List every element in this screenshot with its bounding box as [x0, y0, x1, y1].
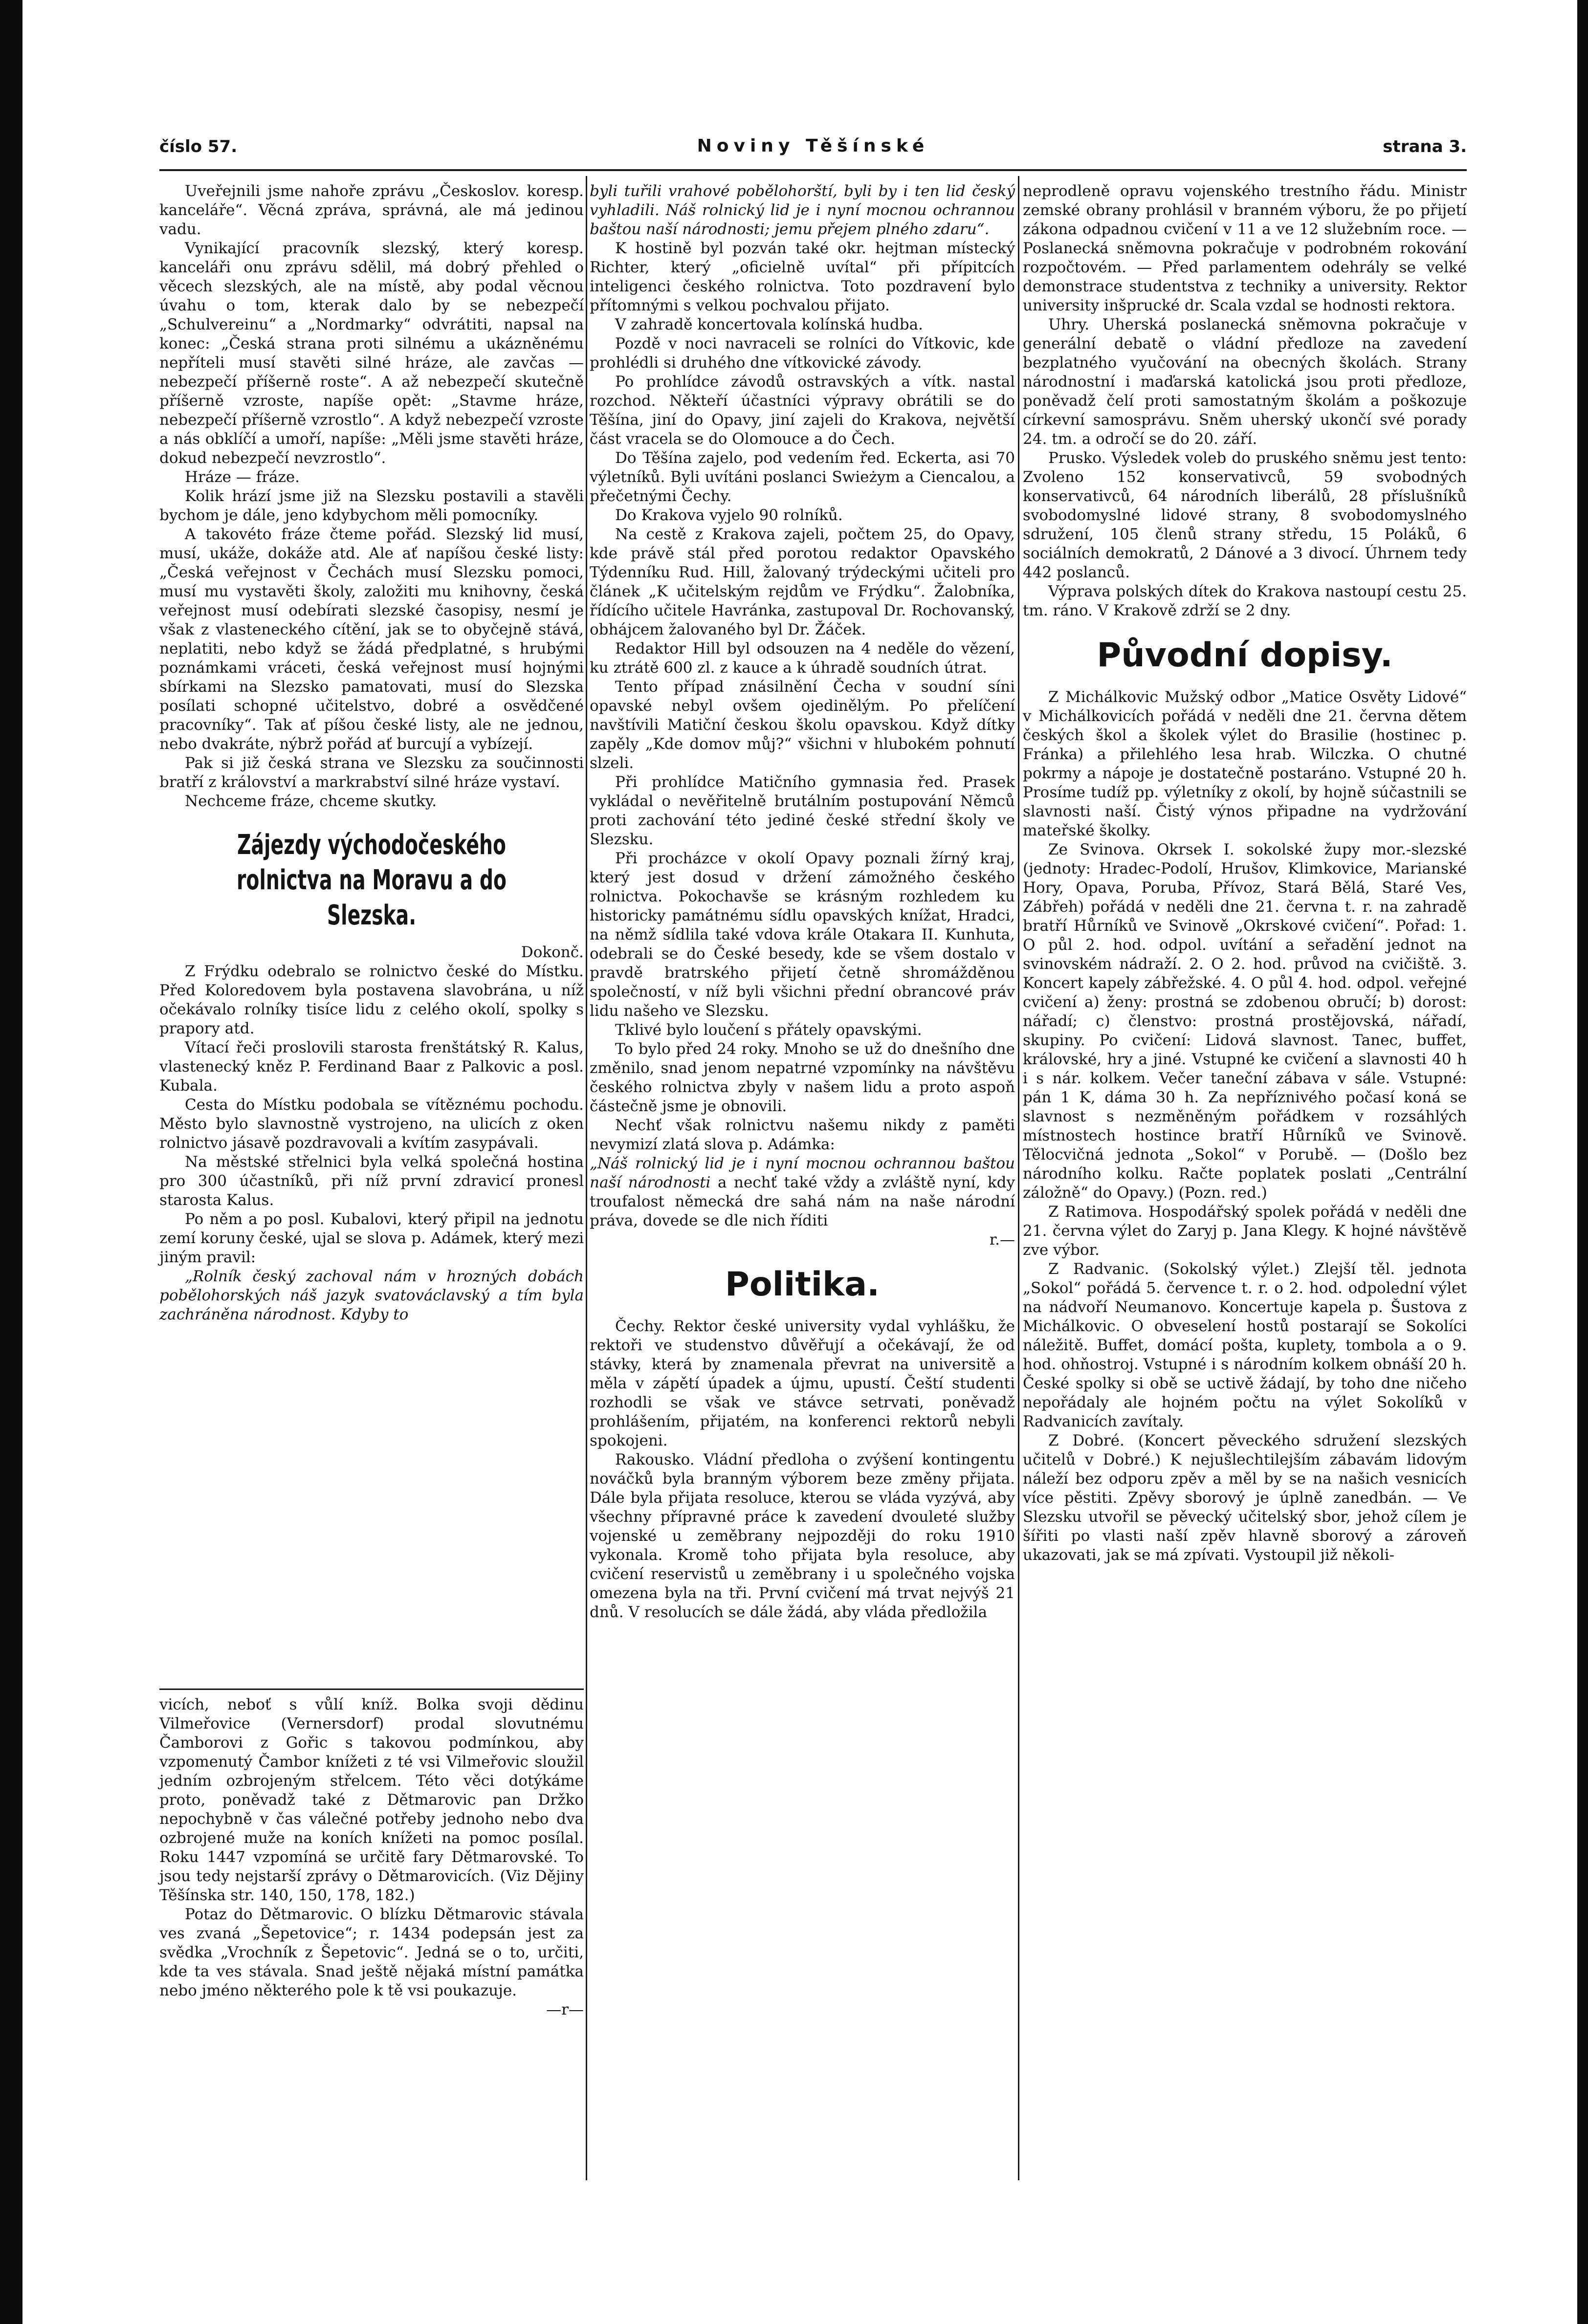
article-paragraph: Redaktor Hill byl odsouzen na 4 neděle do vězení, ku ztrátě 600 zl. z kauce a k úhradě soudních útrat. — [590, 640, 1015, 677]
article-paragraph: Při prohlídce Matičního gymnasia řed. Prasek vykládal o nevěřitelně brutálním postupování Němců proti zachování této jediné české střední školy ve Slezsku. — [590, 773, 1015, 848]
article-signature: r.— — [989, 1231, 1015, 1249]
article-paragraph: Uveřejnili jsme nahoře zprávu „Českoslov. koresp. kanceláře“. Věcná zpráva, správná, ale má jedinou vadu. — [159, 182, 584, 238]
article-paragraph: Pozdě v noci navraceli se rolníci do Vítkovic, kde prohlédli si druhého dne vítkovické závody. — [590, 335, 1015, 372]
column-2 — [590, 182, 1015, 1622]
article-paragraph: Hráze — fráze. — [185, 468, 300, 486]
news-item: Čechy. Rektor české university vydal vyhlášku, že rektoři ve studenstvo důvěřují a očekávají, že od stávky, která by znamenala převrat na universitě a měla v zápětí úpadek a újmu, upustí. Čeští studenti rozhodli se však ve stávce setrvati, poněvadž prohlášením, přijatém, na konferenci rektorů nebyli spokojeni. — [590, 1317, 1015, 1449]
news-item: Prusko. Výsledek voleb do pruského sněmu jest tento: Zvoleno 152 konservativců, 59 svobodných konservativců, 64 národních liberálů, 28 příslušníků svobodomyslné lidové strany, 8 svobodomyslného sdružení, 105 členů strany středu, 15 Poláků, 6 sociálních demokratů, 2 Dánové a 3 divocí. Úhrnem tedy 442 poslanců. — [1023, 449, 1467, 581]
news-item: Uhry. Uherská poslanecká sněmovna pokračuje v generální debatě o vládní předloze na zavedení bezplatného vyučování na obecných školách. Strany národnostní i maďarská katolická jsou proti předloze, poněvadž čelí proti samostatným školám a poškozuje církevní samosprávu. Sněm uherský ukončí své porady 24. tm. a odročí se do 20. září. — [1023, 316, 1467, 448]
column-1-break-rule — [159, 1688, 584, 1690]
article-paragraph: Potaz do Dětmarovic. O blízku Dětmarovic stávala ves zvaná „Šepetovice“; r. 1434 podepsán jest za svědka „Vrochník z Šepetovic“. Jedná se o to, určiti, kde ta ves stávala. Snad ještě nějaká místní památka nebo jméno některého pole k tě vsi poukazuje. — [159, 1906, 584, 1999]
article-paragraph: V zahradě koncertovala kolínská hudba. — [615, 316, 923, 333]
scan-edge-right — [1577, 0, 1588, 2324]
article-paragraph: Kolik hrází jsme již na Slezsku postavili a stavěli bychom je dále, jeno kdybychom měli pomocníky. — [159, 487, 584, 524]
article-paragraph: Vynikající pracovník slezský, který koresp. kanceláři onu zprávu sdělil, má dobrý přehled o věcech slezských, ale na místě, aby podal věcnou úvahu o tom, kterak dalo by se nebezpečí „Schulvereinu“ a „Nordmarky“ odvrátiti, napsal na konec: „Česká strana proti silnému a ukázněnému nepříteli musí stavěti silné hráze, ale zavčas — nebezpečí příšerně roste“. A až nebezpečí skutečně příšerně vzroste, napíše opět: „Stavme hráze, nebezpečí příšerně vzrostlo“. A když nebezpečí vzroste a nás obklíčí a umoří, napíše: „Měli jsme stavěti hráze, dokud nebezpečí nevzrostlo“. — [159, 240, 584, 467]
column-rule-2 — [1018, 176, 1019, 2180]
page-header — [159, 130, 1467, 164]
article-paragraph: K hostině byl pozván také okr. hejtman místecký Richter, který „oficielně uvítal“ při přípitcích inteligenci českého rolnictva. Toto pozdravení bylo přítomnými s velkou pochvalou přijato. — [590, 240, 1015, 314]
section-heading-politika: Politika. — [725, 1265, 880, 1304]
letter-item: Z Michálkovic Mužský odbor „Matice Osvěty Lidové“ v Michálkovicích pořádá v neděli dne 21. června dětem českých škol a školek výlet do Brasilie (hostinec p. Fránka) a přilehlého lesa hrab. Wilczka. O chutné pokrmy a nápoje je dostatečně postaráno. Vstupné 20 h. Prosíme tudíž pp. výletníky z okolí, by hojně súčastnili se slavnosti naší. Čistý výnos připadne na vydržování mateřské školky. — [1023, 688, 1467, 839]
article-signature: —r— — [546, 2001, 584, 2018]
column-rule-1 — [586, 176, 587, 2180]
closing-text: a nechť také vždy a zvláště nyní, kdy troufalost německá dre sahá nám na naše národní práva, dovede se dle nich říditi — [590, 1174, 1015, 1229]
issue-number: číslo 57. — [159, 137, 238, 156]
column-3 — [1023, 182, 1467, 1565]
continuation-note: Dokonč. — [521, 943, 584, 961]
article-heading: Zájezdy východočeského rolnictva na Moravu a do Slezska. — [237, 829, 507, 931]
news-item: Výprava polských dítek do Krakova nastoupí cestu 25. tm. ráno. V Krakově zdrží se 2 dny. — [1023, 583, 1467, 619]
header-rule — [159, 169, 1467, 171]
section-heading-dopisy: Původní dopisy. — [1097, 636, 1393, 675]
article-paragraph: Do Krakova vyjelo 90 rolníků. — [615, 506, 843, 524]
article-paragraph: Vítací řeči proslovili starosta frenštátský R. Kalus, vlastenecký kněz P. Ferdinand Baar z Palkovic a posl. Kubala. — [159, 1039, 584, 1095]
article-paragraph: Tento případ znásilnění Čecha v soudní síni opavské nebyl ovšem ojedinělým. Po přelíčení navštívili Matiční českou školu opavskou. Když dítky zapěly „Kde domov můj?“ všichni v hlubokém pohnutí slzeli. — [590, 678, 1015, 772]
article-paragraph: Při procházce v okolí Opavy poznali žírný kraj, který jest dosud v držení zámožného českého rolnictva. Pokochavše se krásným rozhledem ku historicky památnému sídlu opavských knížat, Hradci, na němž sídlila také vdova krále Otakara II. Kunhuta, odebrali se do České besedy, kde se všem dostalo v pravdě bratrského přijetí četně shromážděnou společností, v níž byli všichni přední obrancové práv lidu našeho ve Slezsku. — [590, 850, 1015, 1020]
column-1 — [159, 182, 584, 1324]
article-paragraph: vicích, neboť s vůlí kníž. Bolka svoji dědinu Vilmeřovice (Vernersdorf) prodal slovutnému Čamborovi z Gořic s takovou podmínkou, aby vzpomenutý Čambor knížeti z té vsi Vilmeřovic sloužil jedním ozbrojeným střelcem. Této věci dotýkáme proto, poněvadž také z Dětmarovic pan Držko nepochybně v čas válečné potřeby jednoho nebo dva ozbrojené muže na koních knížeti na pomoc posílal. Roku 1447 vzpomíná se určitě fary Dětmarovské. To jsou tedy nejstarší zprávy o Dětmarovicích. (Viz Dějiny Těšínska str. 140, 150, 178, 182.) — [159, 1696, 584, 1904]
letter-item: Z Ratimova. Hospodářský spolek pořádá v neděli dne 21. června výlet do Zaryj p. Jana Klegy. K hojné návštěvě zve výbor. — [1023, 1203, 1467, 1259]
article-paragraph: Na městské střelnici byla velká společná hostina pro 300 účastníků, při níž první zdravicí pronesl starosta Kalus. — [159, 1153, 584, 1209]
newspaper-title: Noviny Těšínské — [697, 136, 929, 156]
speech-quote-continued: byli tuřili vrahové pobělohorští, byli by i ten lid český vyhladili. Náš rolnický lid je i nyní mocnou ochrannou baštou naší národnosti; jemu přejem plného zdaru“. — [590, 182, 1015, 238]
letter-item: Z Radvanic. (Sokolský výlet.) Zlejší těl. jednota „Sokol“ pořádá 5. července t. r. o 2. hod. odpolední výlet na nádvoří Neumanovo. Koncertuje kapela p. Šustova z Michálkovic. O obveselení hostů postarají se Sokolíci náležitě. Buffet, domácí pošta, kuplety, tombola a o 9. hod. ohňostroj. Vstupné i s národním kolkem obnáší 20 h. České spolky si obě se uctivě žádají, by toho dne ničeho nepořádaly ale hojném počtu na výlet Sokolíků v Radvanicích zavítaly. — [1023, 1260, 1467, 1430]
article-paragraph: Tklivé bylo loučení s přátely opavskými. — [615, 1021, 922, 1039]
closing-quote: „Náš rolnický lid je i nyní mocnou ochrannou baštou naší národnosti — [590, 1155, 1015, 1191]
scan-edge-left — [0, 0, 22, 2324]
news-item: Rakousko. Vládní předloha o zvýšení kontingentu nováčků byla branným výborem beze změny přijata. Dále byla přijata resoluce, kterou se vláda vyzývá, aby všechny přípravné práce k zavedení dvouleté služby vojenské u zeměbrany nejpozději do roku 1910 vykonala. Kromě toho přijata byla resoluce, aby cvičení reservistů u zeměbrany i u společného vojska omezena byla na tři. První cvičení má trvat nejvýš 21 dnů. V resolucích se dále žádá, aby vláda předložila — [590, 1451, 1015, 1621]
article-paragraph: A takovéto fráze čteme pořád. Slezský lid musí, musí, ukáže, dokáže atd. Ale ať napíšou české listy: „Česká veřejnost v Čechách musí Slezsku pomoci, musí mu vystavěti školy, založiti mu knihovny, česká veřejnost musí odebírati slezské časopisy, nesmí je však z vlasteneckého cítění, jak se to obyčejně stává, neplatiti, nebo když se žádá předplatné, s hrubými poznámkami vráceti, česká veřejnost musí hojnými sbírkami na Slezsko pamatovati, musí do Slezska posílati schopné učitelstvo, dobré a osvědčené pracovníky“. Tak ať píšou české listy, ale ne jednou, nebo dvakráte, nýbrž pořád ať burcují a vybízejí. — [159, 526, 584, 753]
article-paragraph: Cesta do Místku podobala se vítěznému pochodu. Město bylo slavnostně vystrojeno, na ulicích z oken rolnictvo jásavě pozdravovali a kvítím zasypávali. — [159, 1096, 584, 1152]
letter-item: Z Dobré. (Koncert pěveckého sdružení slezských učitelů v Dobré.) K nejušlechtilejším zábavám lidovým náleží bez odporu zpěv a měl by se na našich vesnicích více pěstiti. Zpěvy sborový je úplně zanedbán. — Ve Slezsku utvořil se pěvecký učitelský sbor, jehož cílem je šířiti po vlasti naší zpěv hlavně sborový a zároveň ukazovati, jak se má zpívati. Vystoupil již několi- — [1023, 1432, 1467, 1564]
news-item: neprodleně opravu vojenského trestního řádu. Ministr zemské obrany prohlásil v branném výboru, že po přijetí zákona odpadnou cvičení v 11 a ve 12 služebním roce. — Poslanecká sněmovna pokračuje v podrobném rokování rozpočtovém. — Před parlamentem odehrály se velké demonstrace studentstva z techniky a university. Rektor university inšprucké dr. Scala vzdal se hodnosti rektora. — [1023, 182, 1467, 314]
article-paragraph: Po prohlídce závodů ostravských a vítk. nastal rozchod. Někteří účastníci výpravy obrátili se do Těšína, jiní do Opavy, jiní zajeli do Krakova, největší část vracela se do Olomouce a do Čech. — [590, 373, 1015, 448]
article-paragraph: Z Frýdku odebralo se rolnictvo české do Místku. Před Koloredovem byla postavena slavobrána, u níž očekávalo rolníky tisíce lidu z celého okolí, spolky s prapory atd. — [159, 963, 584, 1037]
page-number: strana 3. — [1383, 137, 1467, 156]
speech-quote: „Rolník český zachoval nám v hrozných dobách pobělohorských náš jazyk svatováclavský a tím byla zachráněna národnost. Kdyby to — [159, 1268, 584, 1323]
letter-item: Ze Svinova. Okrsek I. sokolské župy mor.-slezské (jednoty: Hradec-Podolí, Hrušov, Klimkovice, Marianské Hory, Opava, Poruba, Přívoz, Stará Bělá, Staré Ves, Zábřeh) pořádá v neděli dne 21. června t. r. na zahradě bratří Hůrníků ve Svinově „Okrskové cvičení“. Pořad: 1. O půl 2. hod. odpol. uvítání a seřadění jednot na svinovském nádraží. 2. O 2. hod. průvod na cvičiště. 3. Koncert kapely zábřežské. 4. O půl 4. hod. odpol. veřejné cvičení a) ženy: prostná se zdobenou obručí; b) dorost: nářadí; c) členstvo: prostná prostějovská, nářadí, skupiny. Po cvičení: Lidová slavnost. Tanec, buffet, královské, hry a jiné. Vstupné ke cvičení a slavnosti 40 h i s nár. kolkem. Večer taneční zábava v sále. Vstupné: pán 1 K, dáma 30 h. Za nepříznivého počasí koná se slavnost s nezměněným pořádkem v rozsáhlých místnostech hostince bratří Hůrníků ve Svinově. Tělocvičná jednota „Sokol“ v Porubě. — (Došlo bez národního kolku. Račte poplatek poslati „Centrální záložně“ do Opavy.) (Pozn. red.) — [1023, 841, 1467, 1202]
article-paragraph: Na cestě z Krakova zajeli, počtem 25, do Opavy, kde právě stál před porotou redaktor Opavského Týdenníku Rud. Hill, žalovaný trýdeckými učiteli pro článek „K učitelským rejdům ve Frýdku“. Žalobníka, řídícího učitele Havránka, zastupoval Dr. Rochovanský, obhájcem žalovaného byl Dr. Žáček. — [590, 526, 1015, 638]
article-paragraph: To bylo před 24 roky. Mnoho se už do dnešního dne změnilo, snad jenom nepatrné vzpomínky na návštěvu českého rolnictva zbyly v našem lidu a proto aspoň částečně jsme je obnovili. — [590, 1040, 1015, 1115]
article-paragraph: Nechť však rolnictvu našemu nikdy z paměti nevymizí zlatá slova p. Adámka: — [590, 1117, 1015, 1153]
article-paragraph: Pak si již česká strana ve Slezsku za součinnosti bratří z království a markrabství silné hráze vystaví. — [159, 754, 584, 791]
article-paragraph: Po něm a po posl. Kubalovi, který připil na jednotu zemí koruny české, ujal se slova p. Adámek, který mezi jiným pravil: — [159, 1210, 584, 1266]
article-paragraph: Nechceme fráze, chceme skutky. — [185, 792, 437, 810]
column-1-lower — [159, 1695, 584, 2019]
article-paragraph: Do Těšína zajelo, pod vedením řed. Eckerta, asi 70 výletníků. Byli uvítáni poslanci Swieżym a Ciencalou, a přečetnými Čechy. — [590, 449, 1015, 505]
